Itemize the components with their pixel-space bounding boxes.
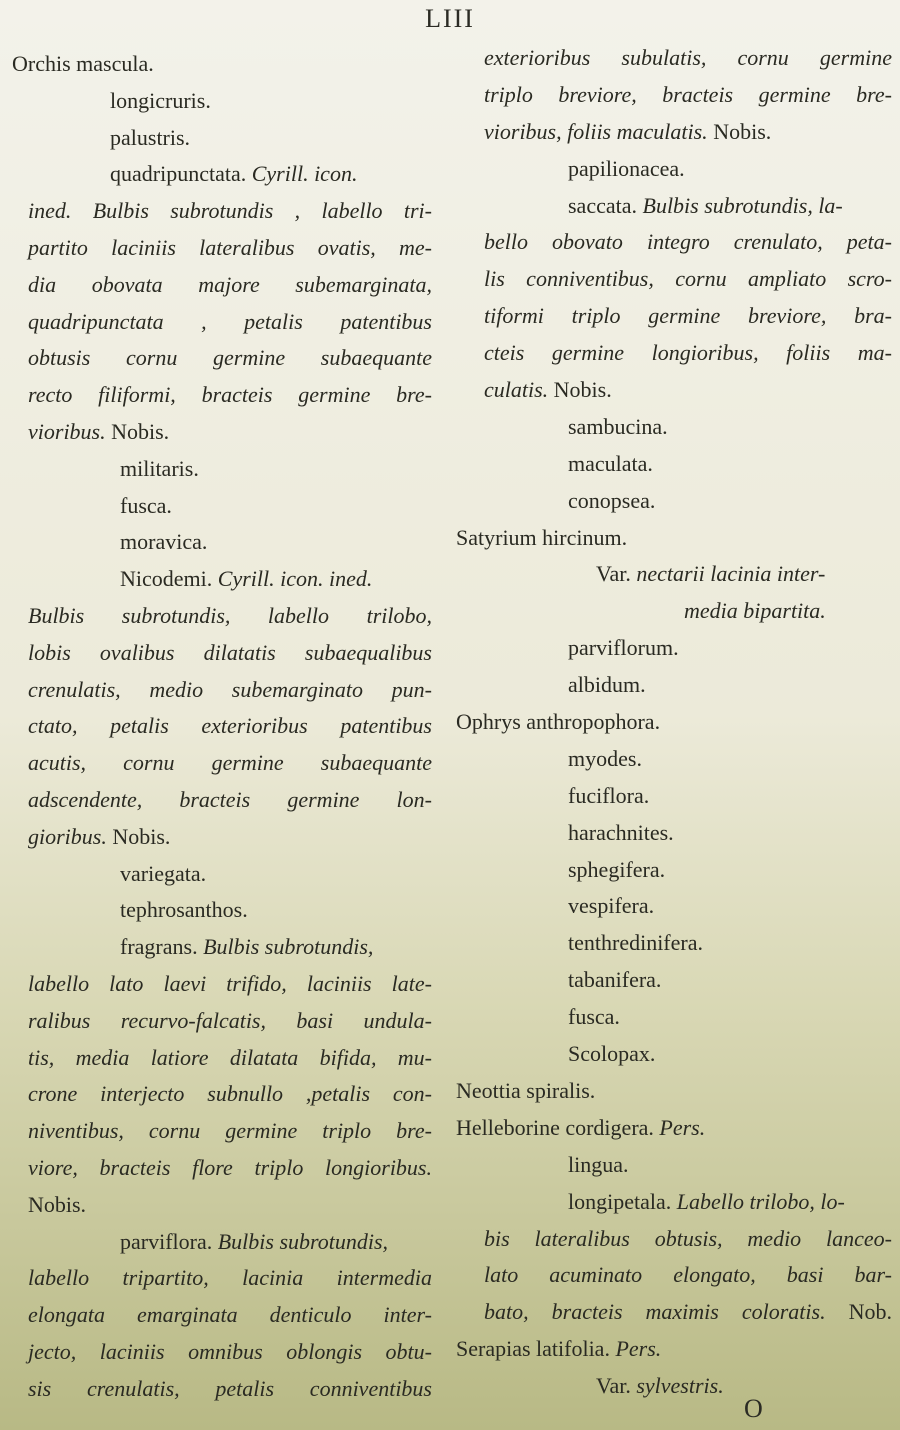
italic-text: vioribus, foliis maculatis. <box>484 118 708 144</box>
roman-text: Nobis. <box>106 823 171 849</box>
right-column-line: lis conniventibus, cornu ampliato scro- <box>484 266 892 292</box>
left-column-line: Nobis. <box>28 1191 87 1217</box>
right-column-line: harachnites. <box>568 819 674 845</box>
signature-mark: O <box>744 1394 763 1423</box>
left-column-line: jecto, laciniis omnibus oblongis obtu- <box>28 1338 432 1364</box>
left-column-line: labello lato laevi trifido, laciniis late- <box>28 970 432 996</box>
right-column-line <box>456 1184 892 1221</box>
left-column-line: tephrosanthos. <box>120 897 248 923</box>
left-column-line <box>12 1224 432 1261</box>
left-column-line: partito laciniis lateralibus ovatis, me- <box>28 234 432 260</box>
italic-text: Labello trilobo, lo- <box>676 1188 845 1214</box>
left-column-line: lobis ovalibus dilatatis subaequalibus <box>28 639 432 665</box>
left-column-line: fusca. <box>120 492 172 518</box>
right-column-line <box>456 1368 892 1405</box>
right-column-line <box>456 1294 892 1331</box>
left-column-line: tis, media latiore dilatata bifida, mu- <box>28 1044 432 1070</box>
right-column-line: bello obovato integro crenulato, peta- <box>484 229 892 255</box>
left-column-line: longicruris. <box>110 87 211 113</box>
right-column-line: sphegifera. <box>568 856 666 882</box>
left-column-line: adscendente, bracteis germine lon- <box>28 786 432 812</box>
roman-text: Nobis. <box>548 377 612 403</box>
roman-text: Nob. <box>825 1299 892 1325</box>
roman-text: fragrans. <box>120 934 204 960</box>
roman-text: Serapias latifolia. <box>456 1336 616 1362</box>
right-column-line <box>456 114 892 151</box>
italic-text: Pers. <box>659 1114 706 1140</box>
roman-text: Nobis. <box>105 418 170 444</box>
italic-text: Bulbis subrotundis, <box>203 934 374 960</box>
roman-text: saccata. <box>568 192 643 218</box>
right-column-line: Scolopax. <box>568 1041 656 1067</box>
right-column-line: lingua. <box>568 1151 629 1177</box>
right-column-line: sambucina. <box>568 413 668 439</box>
right-column-line: tenthredinifera. <box>568 930 703 956</box>
left-column-line: palustris. <box>110 124 191 150</box>
left-column-line: ined. Bulbis subrotundis , labello tri- <box>28 198 432 224</box>
right-column-line <box>456 556 892 593</box>
left-column-line <box>12 929 432 966</box>
left-column-line: obtusis cornu germine subaequante <box>28 345 432 371</box>
roman-text: Nicodemi. <box>120 566 218 592</box>
left-column-line: Orchis mascula. <box>12 51 154 76</box>
right-column-line: Satyrium hircinum. <box>456 524 628 550</box>
left-column-line: niventibus, cornu germine triplo bre- <box>28 1118 432 1144</box>
right-column-line: parviflorum. <box>568 635 679 661</box>
right-column <box>456 40 892 1405</box>
right-column-line: media bipartita. <box>684 598 826 624</box>
page-number: LIII <box>425 4 475 33</box>
left-column-line: dia obovata majore subemarginata, <box>28 271 432 297</box>
right-column-line: bis lateralibus obtusis, medio lanceo- <box>484 1225 892 1251</box>
right-column-line: Ophrys anthropophora. <box>456 709 661 735</box>
italic-text: nectarii lacinia inter- <box>636 561 826 587</box>
right-column-line: albidum. <box>568 672 646 698</box>
roman-text: Nobis. <box>707 118 772 144</box>
right-column-line: vespifera. <box>568 893 655 919</box>
left-column-line: crenulatis, medio subemarginato pun- <box>28 676 432 702</box>
left-column-line: elongata emarginata denticulo inter- <box>28 1302 432 1328</box>
italic-text: gioribus. <box>28 823 107 849</box>
right-column-line: triplo breviore, bracteis germine bre- <box>484 81 892 107</box>
left-column-line: acutis, cornu germine subaequante <box>28 750 432 776</box>
italic-text: culatis. <box>484 377 549 403</box>
left-column <box>12 46 432 1407</box>
left-column-line: moravica. <box>120 529 208 555</box>
right-column-line <box>456 188 892 225</box>
right-column-line: cteis germine longioribus, foliis ma- <box>484 340 892 366</box>
left-column-line: labello tripartito, lacinia intermedia <box>28 1265 432 1291</box>
right-column-line <box>456 1110 892 1147</box>
right-column-line: Neottia spiralis. <box>456 1077 596 1103</box>
left-column-line: Bulbis subrotundis, labello trilobo, <box>28 602 432 628</box>
right-column-line: maculata. <box>568 450 653 476</box>
italic-text: Bulbis subrotundis, <box>217 1228 389 1254</box>
right-column-line: exterioribus subulatis, cornu germine <box>484 45 892 70</box>
italic-text: Bulbis subrotundis, la- <box>642 192 843 218</box>
roman-text: parviflora. <box>120 1228 218 1254</box>
left-column-line: ctato, petalis exterioribus patentibus <box>28 713 432 739</box>
italic-text: Pers. <box>615 1336 662 1362</box>
roman-text: longipetala. <box>568 1188 677 1214</box>
left-column-line: quadripunctata , petalis patentibus <box>28 308 432 334</box>
right-column-line: conopsea. <box>568 487 656 513</box>
italic-text: sylvestris. <box>636 1373 724 1399</box>
left-column-line <box>12 156 432 193</box>
italic-text: bato, bracteis maximis coloratis. <box>484 1299 826 1325</box>
right-column-line: myodes. <box>568 745 642 771</box>
roman-text: Helleborine cordigera. <box>456 1114 660 1140</box>
right-column-line: tiformi triplo germine breviore, bra- <box>484 303 892 329</box>
right-column-line: fuciflora. <box>568 782 650 808</box>
right-column-line: fusca. <box>568 1004 620 1030</box>
right-column-line <box>456 372 892 409</box>
right-column-line: tabanifera. <box>568 967 662 993</box>
roman-text: quadripunctata. <box>110 161 252 187</box>
roman-text: Var. <box>596 1373 637 1399</box>
italic-text: Cyrill. icon. ined. <box>217 566 373 592</box>
left-column-line <box>12 561 432 598</box>
left-column-line: variegata. <box>120 860 207 886</box>
left-column-line: crone interjecto subnullo ,petalis con- <box>28 1081 432 1107</box>
left-column-line: militaris. <box>120 455 199 481</box>
right-column-line <box>456 1331 892 1368</box>
italic-text: Cyrill. icon. <box>251 161 358 187</box>
left-column-line: recto filiformi, bracteis germine bre- <box>28 382 432 408</box>
italic-text: vioribus. <box>28 418 106 444</box>
left-column-line: sis crenulatis, petalis conniventibus <box>28 1375 432 1401</box>
left-column-line <box>12 414 432 451</box>
left-column-line <box>12 819 432 856</box>
right-column-line: lato acuminato elongato, basi bar- <box>484 1262 892 1288</box>
left-column-line: viore, bracteis flore triplo longioribus. <box>28 1154 432 1180</box>
right-column-line: papilionacea. <box>568 155 685 181</box>
roman-text: Var. <box>596 561 637 587</box>
left-column-line: ralibus recurvo-falcatis, basi undula- <box>28 1007 432 1033</box>
